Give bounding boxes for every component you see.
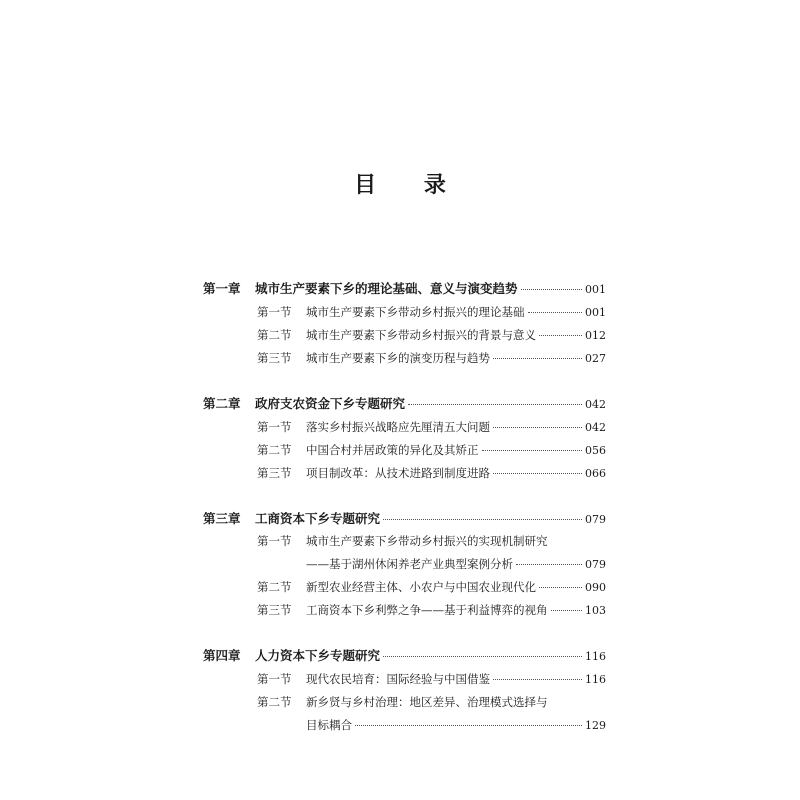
toc-section-3-2[interactable]: [257, 577, 606, 597]
dot-leader: [539, 587, 582, 588]
chapter-title: 政府支农资金下乡专题研究: [255, 396, 406, 411]
section-title: 现代农民培育：国际经验与中国借鉴: [306, 672, 490, 686]
toc-section-1-1[interactable]: [257, 302, 606, 322]
dot-leader: [521, 289, 582, 290]
page-number: 027: [585, 352, 606, 365]
section-number: 第三节: [257, 603, 292, 617]
dot-leader: [482, 450, 583, 451]
page-number: 066: [585, 467, 606, 480]
page-number: 001: [585, 306, 606, 319]
chapter-number: 第四章: [203, 648, 241, 663]
section-title: 落实乡村振兴战略应先厘清五大问题: [306, 420, 490, 434]
dot-leader: [355, 725, 582, 726]
toc-section-1-2[interactable]: [257, 325, 606, 345]
section-number: 第二节: [257, 580, 292, 594]
section-title: 城市生产要素下乡带动乡村振兴的实现机制研究: [306, 534, 548, 548]
page-number: 103: [585, 604, 606, 617]
toc-chapter-4[interactable]: [203, 646, 606, 666]
dot-leader: [528, 312, 583, 313]
dot-leader: [493, 679, 582, 680]
dot-leader: [493, 358, 582, 359]
section-number: 第三节: [257, 466, 292, 480]
chapter-number: 第三章: [203, 511, 241, 526]
section-number: 第一节: [257, 534, 292, 548]
dot-leader: [539, 335, 582, 336]
page-number: 001: [585, 283, 606, 296]
page-title: 目 录: [354, 173, 466, 198]
dot-leader: [383, 656, 582, 657]
section-number: 第一节: [257, 420, 292, 434]
section-number: 第一节: [257, 305, 292, 319]
section-number: 第三节: [257, 351, 292, 365]
toc-chapter-2[interactable]: [203, 394, 606, 414]
toc-chapter-3[interactable]: [203, 509, 606, 529]
page-number: 056: [585, 444, 606, 457]
toc-section-2-1[interactable]: [257, 417, 606, 437]
page-number: 116: [585, 650, 606, 663]
section-title: 城市生产要素下乡带动乡村振兴的理论基础: [306, 305, 525, 319]
toc-section-4-2[interactable]: [257, 692, 606, 712]
toc-section-3-3[interactable]: [257, 600, 606, 620]
toc-section-1-3[interactable]: [257, 348, 606, 368]
page-number: 079: [585, 558, 606, 571]
section-number: 第二节: [257, 443, 292, 457]
page-number: 042: [585, 421, 606, 434]
dot-leader: [408, 404, 582, 405]
section-title: 城市生产要素下乡带动乡村振兴的背景与意义: [306, 328, 536, 342]
section-title: 新乡贤与乡村治理：地区差异、治理模式选择与: [306, 695, 548, 709]
toc-section-2-2[interactable]: [257, 440, 606, 460]
dot-leader: [493, 427, 582, 428]
section-subtitle: ——基于湖州休闲养老产业典型案例分析: [306, 557, 513, 571]
dot-leader: [516, 564, 582, 565]
page-number: 090: [585, 581, 606, 594]
dot-leader: [551, 610, 583, 611]
toc-section-4-2-continuation[interactable]: [257, 715, 606, 735]
page-number: 042: [585, 398, 606, 411]
chapter-title: 工商资本下乡专题研究: [255, 511, 381, 526]
section-title: 中国合村并居政策的异化及其矫正: [306, 443, 479, 457]
chapter-title: 城市生产要素下乡的理论基础、意义与演变趋势: [255, 281, 518, 296]
section-number: 第二节: [257, 695, 292, 709]
section-title: 新型农业经营主体、小农户与中国农业现代化: [306, 580, 536, 594]
section-title-continuation: 目标耦合: [306, 718, 352, 732]
toc-section-3-1-continuation[interactable]: [257, 554, 606, 574]
section-title: 项目制改革：从技术进路到制度进路: [306, 466, 490, 480]
chapter-number: 第二章: [203, 396, 241, 411]
toc-section-2-3[interactable]: [257, 463, 606, 483]
section-number: 第一节: [257, 672, 292, 686]
page-number: 116: [585, 673, 606, 686]
section-number: 第二节: [257, 328, 292, 342]
page-number: 129: [585, 719, 606, 732]
chapter-number: 第一章: [203, 281, 241, 296]
section-title: 工商资本下乡利弊之争——基于利益博弈的视角: [306, 603, 548, 617]
toc-section-4-1[interactable]: [257, 669, 606, 689]
section-title: 城市生产要素下乡的演变历程与趋势: [306, 351, 490, 365]
page-number: 079: [585, 513, 606, 526]
toc-section-3-1[interactable]: [257, 531, 606, 551]
chapter-title: 人力资本下乡专题研究: [255, 648, 381, 663]
dot-leader: [493, 473, 582, 474]
dot-leader: [383, 519, 582, 520]
page-number: 012: [585, 329, 606, 342]
toc-chapter-1[interactable]: [203, 279, 606, 299]
